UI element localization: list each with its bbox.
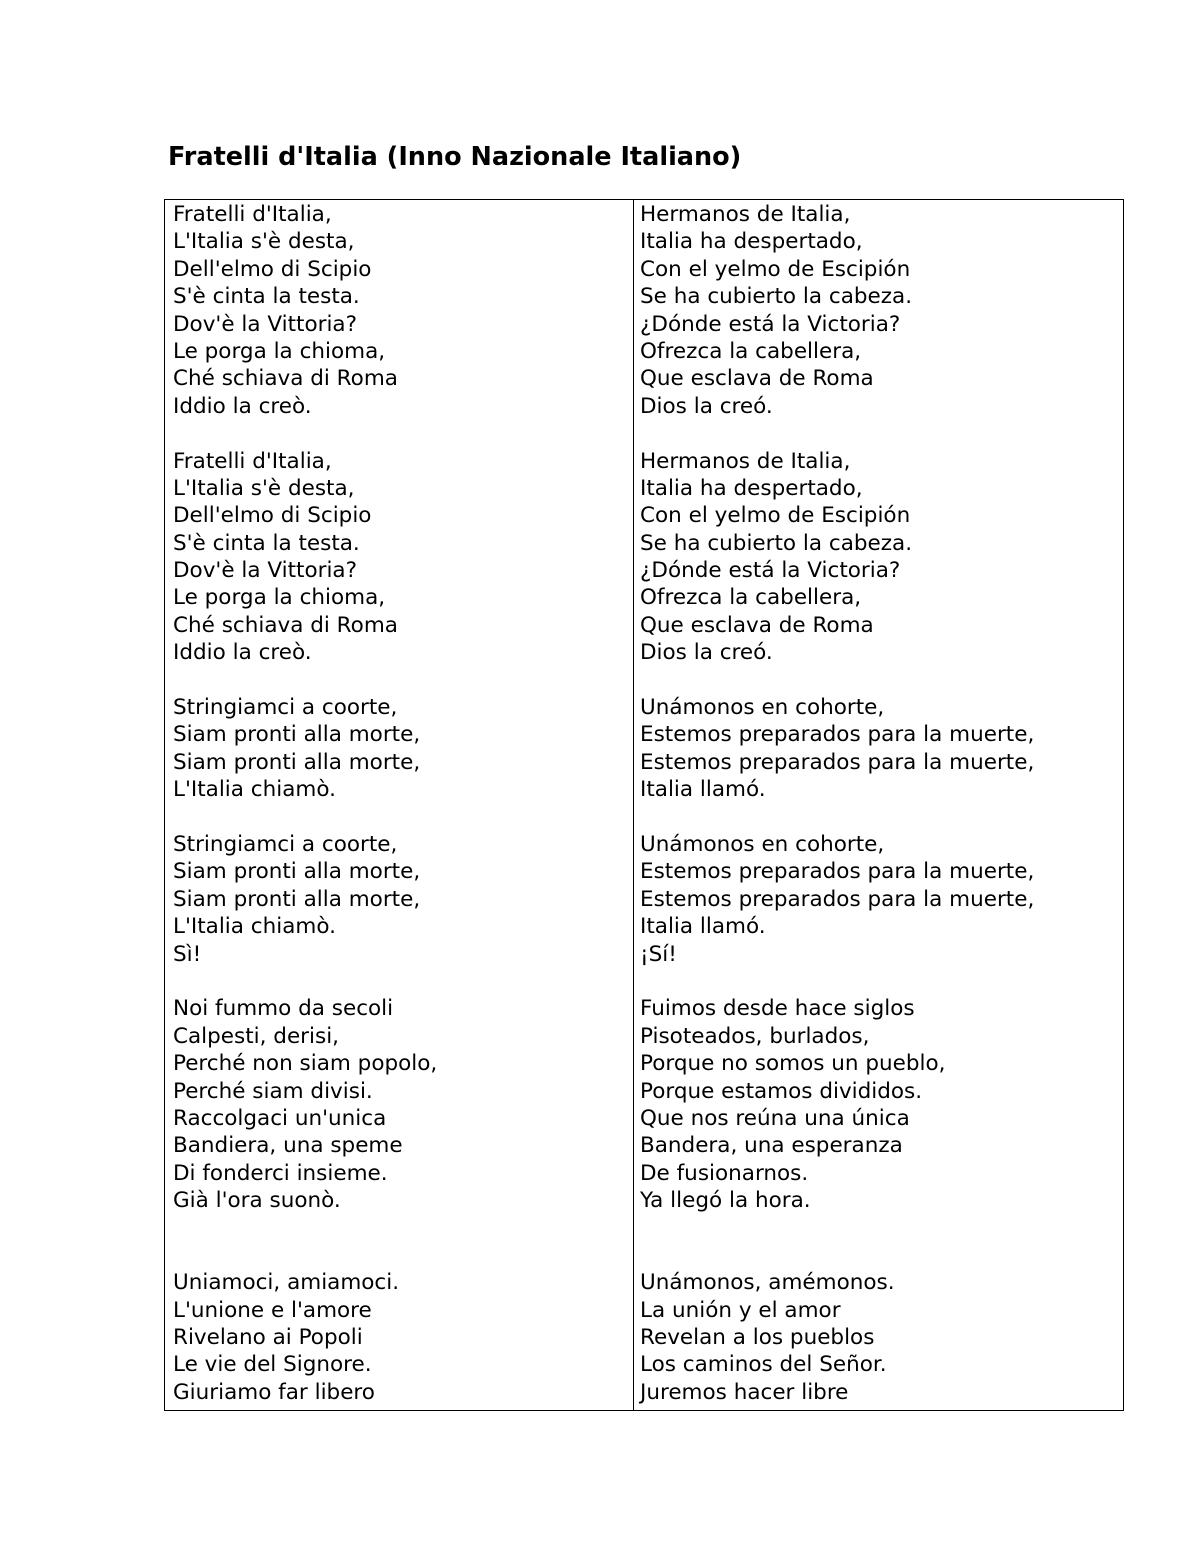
lyric-line: Que nos reúna una única	[640, 1105, 910, 1131]
spanish-stanza-6	[640, 1269, 1123, 1406]
lyric-line: Ofrezca la cabellera,	[640, 338, 862, 364]
lyric-line: Le vie del Signore.	[173, 1352, 372, 1378]
spanish-stanza-3	[640, 694, 1123, 804]
lyric-line: Con el yelmo de Escipión	[640, 256, 911, 282]
lyric-line: Raccolgaci un'unica	[173, 1105, 387, 1131]
lyric-line: Porque no somos un pueblo,	[640, 1051, 946, 1077]
lyric-line: Sì!	[173, 941, 202, 967]
italian-lyrics-column	[165, 200, 634, 1410]
lyric-line: Con el yelmo de Escipión	[640, 503, 911, 529]
lyric-line: Italia llamó.	[640, 777, 766, 803]
spanish-stanza-1	[640, 201, 1123, 420]
lyric-line: L'unione e l'amore	[173, 1297, 372, 1323]
lyric-line: Dios la creó.	[640, 393, 773, 419]
lyric-line: L'Italia chiamò.	[173, 777, 336, 803]
lyric-line: Ché schiava di Roma	[173, 366, 398, 392]
lyric-line: Hermanos de Italia,	[640, 448, 851, 474]
stanza-spacer	[173, 667, 633, 694]
page-title: Fratelli d'Italia (Inno Nazionale Italiano)	[168, 142, 742, 172]
lyric-line: Los caminos del Señor.	[640, 1352, 887, 1378]
lyric-line: Unámonos en cohorte,	[640, 695, 885, 721]
lyric-line: Siam pronti alla morte,	[173, 859, 421, 885]
lyric-line: Dell'elmo di Scipio	[173, 256, 372, 282]
lyric-line: Ya llegó la hora.	[640, 1188, 811, 1214]
lyric-line: Hermanos de Italia,	[640, 202, 851, 227]
lyric-line: Dov'è la Vittoria?	[173, 558, 358, 584]
stanza-spacer	[173, 968, 633, 995]
lyric-line: Juremos hacer libre	[640, 1379, 849, 1405]
lyric-line: Que esclava de Roma	[640, 366, 874, 392]
stanza-spacer	[173, 804, 633, 831]
lyric-line: ¿Dónde está la Victoria?	[640, 558, 901, 584]
lyric-line: Se ha cubierto la cabeza.	[640, 530, 913, 556]
stanza-spacer	[173, 420, 633, 447]
lyric-line: Calpesti, derisi,	[173, 1023, 340, 1049]
lyric-line: Fratelli d'Italia,	[173, 448, 332, 474]
spanish-stanza-4	[640, 831, 1123, 968]
lyric-line: Que esclava de Roma	[640, 612, 874, 638]
lyric-line: Porque estamos divididos.	[640, 1078, 923, 1104]
spanish-stanza-5	[640, 995, 1123, 1214]
italian-stanza-5	[173, 995, 633, 1214]
lyric-line: Giuriamo far libero	[173, 1379, 375, 1405]
lyric-line: Iddio la creò.	[173, 640, 312, 666]
lyric-line: Rivelano ai Popoli	[173, 1325, 363, 1351]
lyric-line: L'Italia s'è desta,	[173, 229, 355, 255]
lyric-line: Perché siam divisi.	[173, 1078, 373, 1104]
lyric-line: Di fonderci insieme.	[173, 1160, 388, 1186]
lyric-line: Le porga la chioma,	[173, 338, 386, 364]
lyric-line: Revelan a los pueblos	[640, 1325, 875, 1351]
lyric-line: Siam pronti alla morte,	[173, 749, 421, 775]
lyric-line: Iddio la creò.	[173, 393, 312, 419]
lyric-line: Italia ha despertado,	[640, 229, 863, 255]
spanish-stanza-2	[640, 448, 1123, 667]
lyric-line: Bandiera, una speme	[173, 1133, 403, 1159]
lyric-line: Estemos preparados para la muerte,	[640, 886, 1035, 912]
lyric-line: Perché non siam popolo,	[173, 1051, 438, 1077]
stanza-spacer	[640, 1214, 1123, 1269]
lyric-line: Uniamoci, amiamoci.	[173, 1270, 400, 1296]
lyric-line: Le porga la chioma,	[173, 585, 386, 611]
lyric-line: L'Italia s'è desta,	[173, 475, 355, 501]
lyric-line: Unámonos, amémonos.	[640, 1270, 895, 1296]
lyric-line: Noi fummo da secoli	[173, 996, 394, 1022]
lyric-line: Estemos preparados para la muerte,	[640, 722, 1035, 748]
lyric-line: Siam pronti alla morte,	[173, 722, 421, 748]
stanza-spacer	[640, 667, 1123, 694]
lyric-line: ¡Sí!	[640, 941, 677, 967]
italian-stanza-6	[173, 1269, 633, 1406]
lyric-line: Italia ha despertado,	[640, 475, 863, 501]
lyrics-table	[164, 199, 1124, 1411]
stanza-spacer	[640, 804, 1123, 831]
lyric-line: Pisoteados, burlados,	[640, 1023, 870, 1049]
italian-stanza-2	[173, 448, 633, 667]
lyric-line: S'è cinta la testa.	[173, 284, 360, 310]
lyric-line: Bandera, una esperanza	[640, 1133, 903, 1159]
lyric-line: Italia llamó.	[640, 914, 766, 940]
spanish-lyrics-column	[634, 200, 1123, 1410]
lyric-line: Dov'è la Vittoria?	[173, 311, 358, 337]
italian-stanza-3	[173, 694, 633, 804]
lyric-line: Ché schiava di Roma	[173, 612, 398, 638]
lyric-line: La unión y el amor	[640, 1297, 841, 1323]
stanza-spacer	[173, 1214, 633, 1269]
stanza-spacer	[640, 968, 1123, 995]
lyric-line: S'è cinta la testa.	[173, 530, 360, 556]
stanza-spacer	[640, 420, 1123, 447]
lyric-line: Fuimos desde hace siglos	[640, 996, 915, 1022]
lyric-line: Dios la creó.	[640, 640, 773, 666]
lyric-line: De fusionarnos.	[640, 1160, 809, 1186]
italian-stanza-1	[173, 201, 633, 420]
italian-stanza-4	[173, 831, 633, 968]
lyric-line: Fratelli d'Italia,	[173, 202, 332, 227]
lyric-line: ¿Dónde está la Victoria?	[640, 311, 901, 337]
lyric-line: Siam pronti alla morte,	[173, 886, 421, 912]
lyric-line: Unámonos en cohorte,	[640, 831, 885, 857]
lyric-line: Già l'ora suonò.	[173, 1188, 341, 1214]
lyric-line: L'Italia chiamò.	[173, 914, 336, 940]
lyric-line: Dell'elmo di Scipio	[173, 503, 372, 529]
lyric-line: Stringiamci a coorte,	[173, 831, 398, 857]
lyric-line: Estemos preparados para la muerte,	[640, 859, 1035, 885]
lyric-line: Estemos preparados para la muerte,	[640, 749, 1035, 775]
lyric-line: Stringiamci a coorte,	[173, 695, 398, 721]
lyric-line: Se ha cubierto la cabeza.	[640, 284, 913, 310]
lyric-line: Ofrezca la cabellera,	[640, 585, 862, 611]
